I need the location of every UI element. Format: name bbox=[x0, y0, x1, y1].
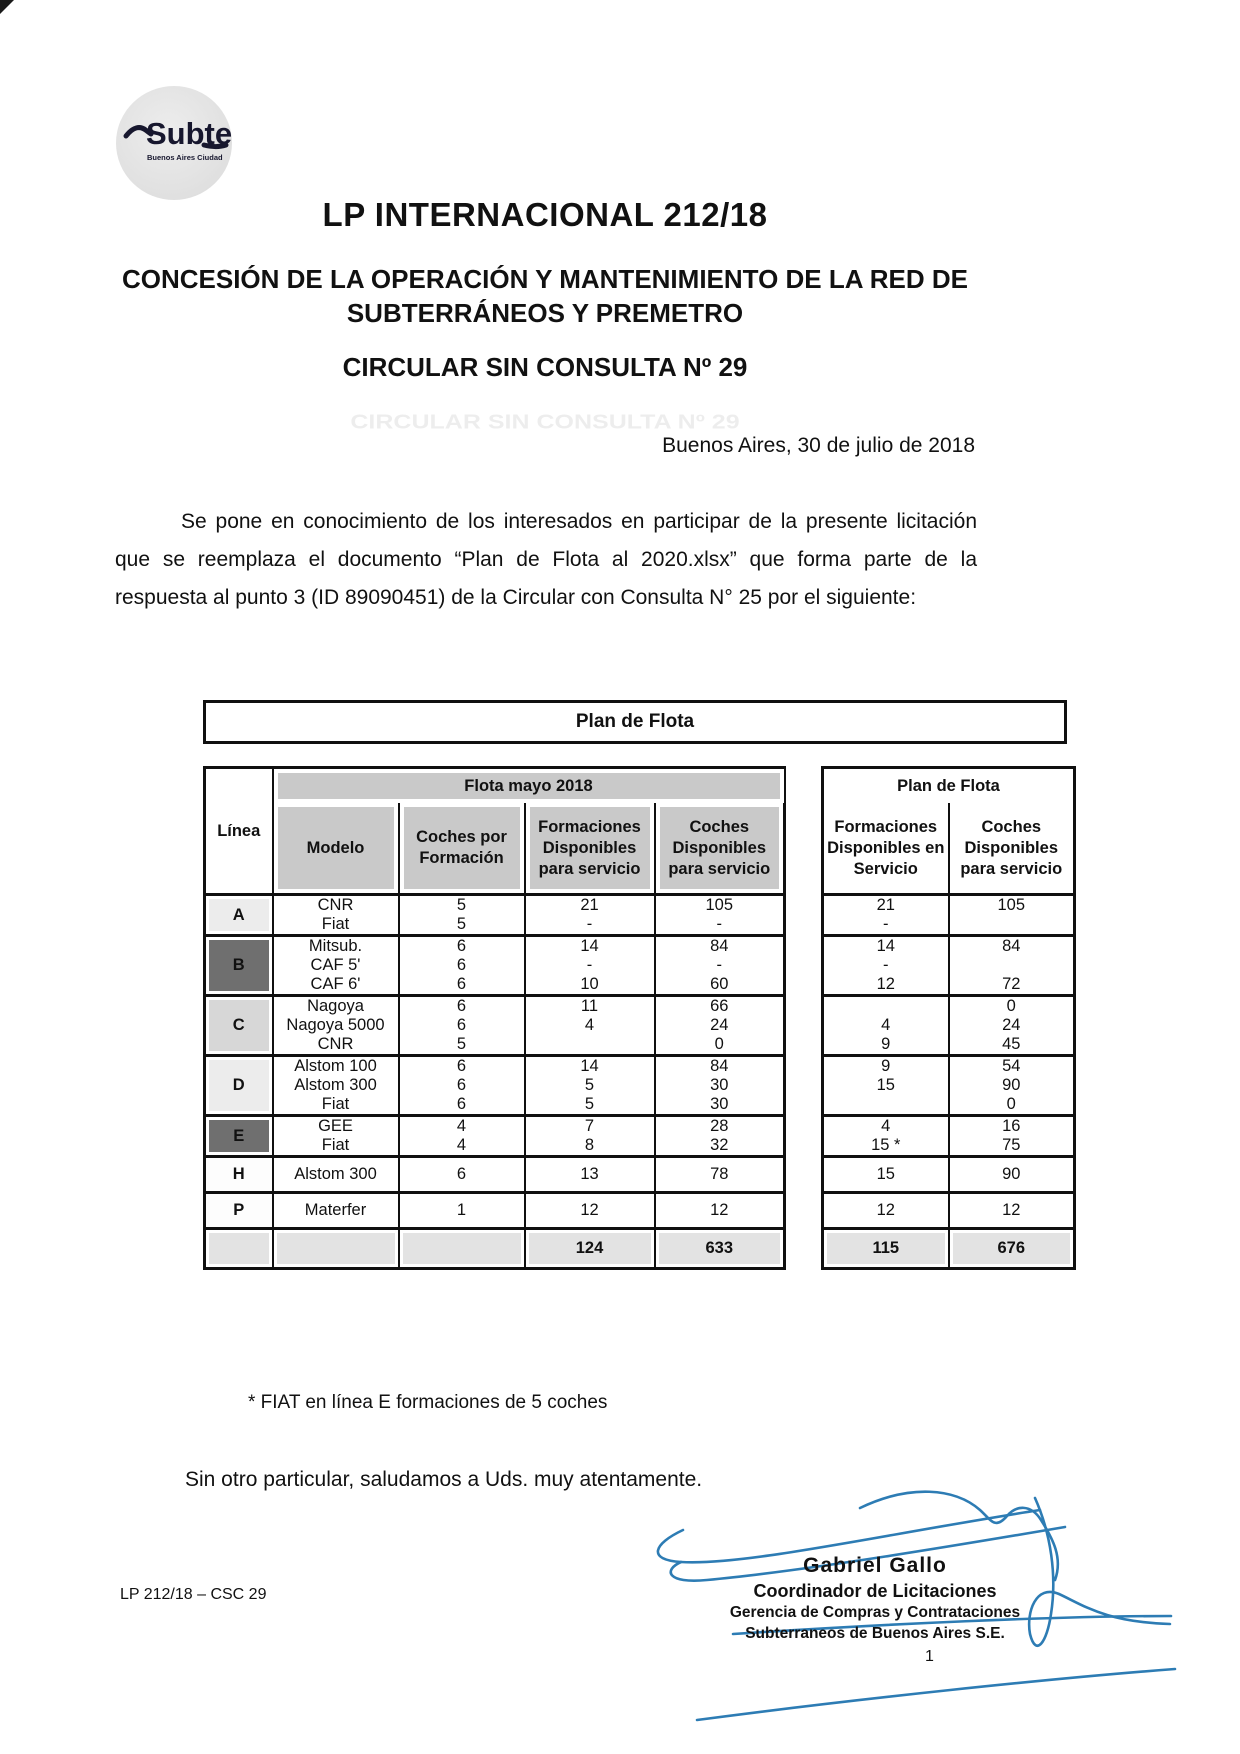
table-row-linea-D bbox=[205, 1076, 1075, 1095]
coches-disponibles-cell: 84 bbox=[655, 1056, 785, 1077]
totals-plan-coches-cell: 676 bbox=[949, 1229, 1075, 1269]
table-gap bbox=[785, 1193, 823, 1229]
table-gap bbox=[785, 1157, 823, 1193]
plan-formaciones-cell: - bbox=[823, 915, 949, 936]
plan-formaciones-cell: 15 bbox=[823, 1157, 949, 1193]
plan-formaciones-cell: 21 bbox=[823, 895, 949, 916]
col-header-linea: Línea bbox=[205, 768, 273, 895]
group-header-plan-de-flota: Plan de Flota bbox=[823, 768, 1075, 804]
coches-por-formacion-cell: 6 bbox=[399, 956, 525, 975]
subte-logo-icon bbox=[116, 86, 232, 200]
footer-reference: LP 212/18 – CSC 29 bbox=[120, 1586, 267, 1603]
logo-brand-text: Subte bbox=[146, 116, 232, 151]
coches-disponibles-cell: - bbox=[655, 956, 785, 975]
coches-por-formacion-cell: 1 bbox=[399, 1193, 525, 1229]
model-cell: Materfer bbox=[273, 1193, 399, 1229]
formaciones-disponibles-cell: 7 bbox=[525, 1116, 655, 1137]
signature-block bbox=[640, 1552, 1110, 1644]
model-cell: CNR bbox=[273, 895, 399, 916]
formaciones-disponibles-cell: 21 bbox=[525, 895, 655, 916]
totals-blank-cell bbox=[205, 1229, 273, 1269]
coches-disponibles-cell: 28 bbox=[655, 1116, 785, 1137]
page-number: 1 bbox=[925, 1648, 934, 1665]
signer-role: Coordinador de Licitaciones bbox=[753, 1580, 997, 1601]
coches-por-formacion-cell: 6 bbox=[399, 1056, 525, 1077]
col-header: Coches por Formación bbox=[399, 803, 525, 895]
formaciones-disponibles-cell: 14 bbox=[525, 1056, 655, 1077]
coches-por-formacion-cell: 6 bbox=[399, 1076, 525, 1095]
table-gap bbox=[785, 1016, 823, 1035]
group-header-flota-mayo: Flota mayo 2018 bbox=[273, 768, 785, 804]
plan-coches-cell: 16 bbox=[949, 1116, 1075, 1137]
subtitle-line-2: SUBTERRÁNEOS Y PREMETRO bbox=[346, 298, 744, 328]
linea-cell: D bbox=[205, 1056, 273, 1116]
plan-coches-cell bbox=[949, 915, 1075, 936]
formaciones-disponibles-cell: 4 bbox=[525, 1016, 655, 1035]
plan-coches-cell: 12 bbox=[949, 1193, 1075, 1229]
scan-corner-artifact bbox=[0, 0, 14, 14]
coches-disponibles-cell: 66 bbox=[655, 996, 785, 1017]
coches-por-formacion-cell: 6 bbox=[399, 936, 525, 957]
plan-formaciones-cell: 15 bbox=[823, 1076, 949, 1095]
totals-blank-cell bbox=[399, 1229, 525, 1269]
table-gap bbox=[785, 768, 823, 895]
coches-por-formacion-cell: 4 bbox=[399, 1116, 525, 1137]
model-cell: Fiat bbox=[273, 915, 399, 936]
plan-formaciones-cell: 15 * bbox=[823, 1136, 949, 1157]
table-row-linea-B bbox=[205, 975, 1075, 996]
coches-disponibles-cell: 0 bbox=[655, 1035, 785, 1056]
col-header: Modelo bbox=[273, 803, 399, 895]
model-cell: Nagoya 5000 bbox=[273, 1016, 399, 1035]
signer-department: Gerencia de Compras y Contrataciones bbox=[729, 1604, 1021, 1622]
col-header: Coches Disponibles para servicio bbox=[655, 803, 785, 895]
linea-cell: H bbox=[205, 1157, 273, 1193]
plan-coches-cell: 0 bbox=[949, 1095, 1075, 1116]
coches-disponibles-cell: 32 bbox=[655, 1136, 785, 1157]
coches-por-formacion-cell: 5 bbox=[399, 1035, 525, 1056]
coches-por-formacion-cell: 6 bbox=[399, 1016, 525, 1035]
model-cell: Alstom 300 bbox=[273, 1157, 399, 1193]
model-cell: CNR bbox=[273, 1035, 399, 1056]
table-gap bbox=[785, 1056, 823, 1077]
model-cell: Fiat bbox=[273, 1095, 399, 1116]
coches-disponibles-cell: 24 bbox=[655, 1016, 785, 1035]
plan-formaciones-cell bbox=[823, 1095, 949, 1116]
linea-cell: C bbox=[205, 996, 273, 1056]
table-row-linea-A bbox=[205, 915, 1075, 936]
coches-por-formacion-cell: 4 bbox=[399, 1136, 525, 1157]
plan-coches-cell: 75 bbox=[949, 1136, 1075, 1157]
signer-organization: Subterraneos de Buenos Aires S.E. bbox=[745, 1624, 1005, 1642]
formaciones-disponibles-cell: 11 bbox=[525, 996, 655, 1017]
coches-por-formacion-cell: 6 bbox=[399, 975, 525, 996]
table-row-linea-E bbox=[205, 1116, 1075, 1137]
coches-disponibles-cell: 30 bbox=[655, 1076, 785, 1095]
scan-ghost-text: CIRCULAR SIN CONSULTA Nº 29 bbox=[350, 410, 740, 434]
table-row-linea-B bbox=[205, 936, 1075, 957]
formaciones-disponibles-cell: 14 bbox=[525, 936, 655, 957]
formaciones-disponibles-cell: 12 bbox=[525, 1193, 655, 1229]
signer-name: Gabriel Gallo bbox=[803, 1554, 947, 1577]
coches-disponibles-cell: 78 bbox=[655, 1157, 785, 1193]
model-cell: Alstom 100 bbox=[273, 1056, 399, 1077]
formaciones-disponibles-cell: 13 bbox=[525, 1157, 655, 1193]
table-gap bbox=[785, 1116, 823, 1137]
dateline: Buenos Aires, 30 de julio de 2018 bbox=[662, 434, 975, 457]
totals-plan-formaciones-cell: 115 bbox=[823, 1229, 949, 1269]
formaciones-disponibles-cell: - bbox=[525, 956, 655, 975]
table-gap bbox=[785, 1229, 823, 1269]
table-gap bbox=[785, 1136, 823, 1157]
document-subtitle bbox=[100, 262, 990, 330]
table-gap bbox=[785, 996, 823, 1017]
plan-coches-cell bbox=[949, 956, 1075, 975]
model-cell: Fiat bbox=[273, 1136, 399, 1157]
formaciones-disponibles-cell bbox=[525, 1035, 655, 1056]
model-cell: CAF 6' bbox=[273, 975, 399, 996]
formaciones-disponibles-cell: 10 bbox=[525, 975, 655, 996]
model-cell: Mitsub. bbox=[273, 936, 399, 957]
coches-disponibles-cell: 30 bbox=[655, 1095, 785, 1116]
table-gap bbox=[785, 956, 823, 975]
table-gap bbox=[785, 1035, 823, 1056]
coches-disponibles-cell: - bbox=[655, 915, 785, 936]
subte-logo bbox=[116, 86, 232, 200]
plan-formaciones-cell: 4 bbox=[823, 1016, 949, 1035]
plan-formaciones-cell: 9 bbox=[823, 1056, 949, 1077]
body-paragraph: Se pone en conocimiento de los interesados en participar de la presente licitación que se reemplaza el documento “Plan de Flota al 2020.xlsx” que forma parte de la respuesta al punto 3 (ID 89090451) de la Circular con Consulta N° 25 por el siguiente: bbox=[115, 510, 977, 609]
formaciones-disponibles-cell: 8 bbox=[525, 1136, 655, 1157]
totals-formaciones-cell: 124 bbox=[525, 1229, 655, 1269]
table-gap bbox=[785, 895, 823, 916]
linea-cell: P bbox=[205, 1193, 273, 1229]
model-cell: CAF 5' bbox=[273, 956, 399, 975]
table-footnote: * FIAT en línea E formaciones de 5 coches bbox=[248, 1392, 608, 1413]
coches-disponibles-cell: 12 bbox=[655, 1193, 785, 1229]
table-row-linea-C bbox=[205, 1035, 1075, 1056]
plan-coches-cell: 105 bbox=[949, 895, 1075, 916]
plan-coches-cell: 45 bbox=[949, 1035, 1075, 1056]
plan-coches-cell: 54 bbox=[949, 1056, 1075, 1077]
fleet-table-wrap bbox=[203, 766, 1076, 1270]
plan-formaciones-cell: 12 bbox=[823, 975, 949, 996]
formaciones-disponibles-cell: 5 bbox=[525, 1076, 655, 1095]
coches-por-formacion-cell: 5 bbox=[399, 895, 525, 916]
linea-cell: A bbox=[205, 895, 273, 936]
table-row-linea-C bbox=[205, 1016, 1075, 1035]
page-title: LP INTERNACIONAL 212/18 bbox=[322, 196, 768, 233]
coches-por-formacion-cell: 6 bbox=[399, 1095, 525, 1116]
table-gap bbox=[785, 915, 823, 936]
plan-coches-cell: 0 bbox=[949, 996, 1075, 1017]
table-gap bbox=[785, 1076, 823, 1095]
plan-formaciones-cell: 12 bbox=[823, 1193, 949, 1229]
col-header: Formaciones Disponibles en Servicio bbox=[823, 803, 949, 895]
col-header: Coches Disponibles para servicio bbox=[949, 803, 1075, 895]
plan-formaciones-cell: 9 bbox=[823, 1035, 949, 1056]
coches-por-formacion-cell: 5 bbox=[399, 915, 525, 936]
table-gap bbox=[785, 975, 823, 996]
plan-coches-cell: 84 bbox=[949, 936, 1075, 957]
plan-coches-cell: 90 bbox=[949, 1157, 1075, 1193]
plan-formaciones-cell: - bbox=[823, 956, 949, 975]
table-row-linea-D bbox=[205, 1056, 1075, 1077]
linea-cell: E bbox=[205, 1116, 273, 1157]
table-row-linea-E bbox=[205, 1136, 1075, 1157]
formaciones-disponibles-cell: 5 bbox=[525, 1095, 655, 1116]
coches-por-formacion-cell: 6 bbox=[399, 1157, 525, 1193]
coches-por-formacion-cell: 6 bbox=[399, 996, 525, 1017]
model-cell: Alstom 300 bbox=[273, 1076, 399, 1095]
table-row-linea-A bbox=[205, 895, 1075, 916]
plan-formaciones-cell bbox=[823, 996, 949, 1017]
plan-coches-cell: 90 bbox=[949, 1076, 1075, 1095]
model-cell: GEE bbox=[273, 1116, 399, 1137]
plan-coches-cell: 24 bbox=[949, 1016, 1075, 1035]
subtitle-line-1: CONCESIÓN DE LA OPERACIÓN Y MANTENIMIENTO DE LA RED DE bbox=[121, 264, 969, 294]
coches-disponibles-cell: 60 bbox=[655, 975, 785, 996]
table-row-linea-P bbox=[205, 1193, 1075, 1229]
table-header-row-columns bbox=[205, 803, 1075, 895]
table-row-linea-D bbox=[205, 1095, 1075, 1116]
linea-cell: B bbox=[205, 936, 273, 996]
table-header-row-groups bbox=[205, 768, 1075, 804]
col-header: Formaciones Disponibles para servicio bbox=[525, 803, 655, 895]
table-title: Plan de Flota bbox=[575, 711, 695, 732]
table-row-linea-B bbox=[205, 956, 1075, 975]
coches-disponibles-cell: 105 bbox=[655, 895, 785, 916]
table-gap bbox=[785, 936, 823, 957]
formaciones-disponibles-cell: - bbox=[525, 915, 655, 936]
plan-formaciones-cell: 4 bbox=[823, 1116, 949, 1137]
table-row-linea-C bbox=[205, 996, 1075, 1017]
plan-formaciones-cell: 14 bbox=[823, 936, 949, 957]
fleet-table bbox=[203, 766, 1076, 1270]
coches-disponibles-cell: 84 bbox=[655, 936, 785, 957]
circular-heading: CIRCULAR SIN CONSULTA Nº 29 bbox=[342, 352, 748, 382]
table-gap bbox=[785, 1095, 823, 1116]
table-row-linea-H bbox=[205, 1157, 1075, 1193]
totals-coches-cell: 633 bbox=[655, 1229, 785, 1269]
plan-coches-cell: 72 bbox=[949, 975, 1075, 996]
model-cell: Nagoya bbox=[273, 996, 399, 1017]
totals-blank-cell bbox=[273, 1229, 399, 1269]
table-totals-row bbox=[205, 1229, 1075, 1269]
table-title-box bbox=[203, 700, 1067, 744]
logo-tagline-text: Buenos Aires Ciudad bbox=[147, 153, 223, 162]
closing-line: Sin otro particular, saludamos a Uds. muy atentamente. bbox=[185, 1468, 703, 1491]
